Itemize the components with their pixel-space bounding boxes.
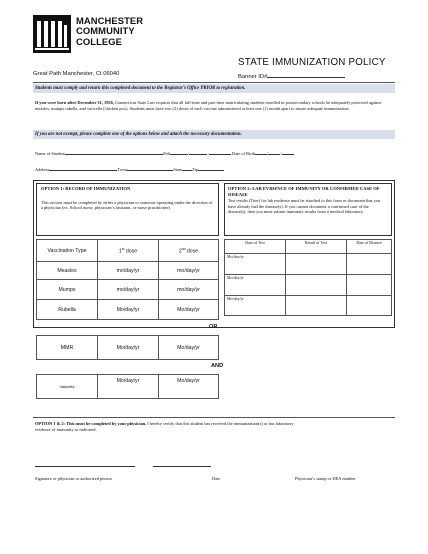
table-row (37, 280, 219, 300)
banner-id-line[interactable] (267, 71, 345, 78)
mmr-table (36, 335, 219, 360)
college-address: Great Path Manchester, Ct 06040 (33, 71, 120, 77)
college-name-line-2: COMMUNITY (76, 25, 135, 37)
dob-day-field[interactable] (268, 150, 280, 155)
mmr-label: MMR (37, 336, 98, 360)
ssn-field-2[interactable] (189, 150, 207, 155)
table-row (225, 254, 392, 275)
header-rule (33, 82, 395, 83)
ssn-field-3[interactable] (209, 150, 231, 155)
dob-month-field[interactable] (255, 150, 267, 155)
test-result-field[interactable] (286, 296, 347, 316)
exempt-band: If you are not exempt, please complete one of the options below and attach the necessary documentation. (33, 130, 395, 139)
mmr-dose2-field[interactable]: Mo/day/yr (159, 336, 219, 360)
vaccine-name: Rubella (37, 300, 98, 320)
vaccine-name: Mumps (37, 280, 98, 300)
option2-lab-table (224, 239, 392, 316)
intro-bold-lead: If you were born after December 31, 1956, (35, 100, 114, 105)
intro-text: Connecticut State Law requires that all full-time and part-time matriculating students enrolled in postsecondary schools be adequately protected against measles, mumps rubella, and varicella (chicken pox). Students must have two (2) doses of each vaccine administered at least one (1) month apart to insure adequate immunization. (35, 100, 382, 111)
test-result-field[interactable] (286, 275, 347, 296)
document-title: STATE IMMUNIZATION POLICY (238, 57, 386, 68)
option2-box (224, 183, 392, 236)
college-name-line-1: MANCHESTER (76, 15, 144, 26)
certify-rule (33, 417, 395, 418)
col-result-of-test: Result of Test (286, 240, 347, 254)
test-date-field[interactable]: Mo/day/yr (225, 275, 286, 296)
dob-label: Date of Birth (231, 151, 256, 156)
table-row (37, 262, 219, 280)
varicella-dose1-field[interactable]: Mo/day/yr (98, 375, 159, 399)
option1-header-row (37, 240, 219, 262)
varicella-table (36, 374, 219, 399)
certify-bold-lead: OPTION 1 & 2: This must be completed by your physician. (35, 421, 147, 426)
address-field[interactable] (49, 166, 117, 171)
option1-vaccine-table (36, 239, 219, 320)
student-line-1: Name of Student SS# - - Date of Birth / / (35, 150, 294, 156)
college-name-line-3: COLLEGE (76, 35, 123, 47)
table-row (37, 300, 219, 320)
banner-id-field[interactable] (238, 71, 345, 80)
ssn-label: SS# (162, 151, 170, 156)
certify-paragraph (35, 421, 295, 432)
varicella-dose2-field[interactable]: Mo/day/yr (159, 375, 219, 399)
col-date-of-disease: Date of Disease (347, 240, 392, 254)
test-date-field[interactable]: Mo/day/yr (225, 296, 286, 316)
student-name-label: Name of Student (35, 151, 65, 156)
student-name-field[interactable] (65, 150, 163, 155)
dose2-date-field[interactable]: mo/day/yr (159, 280, 219, 300)
notice-band: Students must comply and return this completed document to the Registrar’s Office PRIOR to registration. (33, 84, 395, 93)
option1-heading: OPTION 1: RECORD OF IMMUNIZATION (41, 186, 131, 191)
dose1-date-field[interactable]: mo/day/yr (98, 262, 159, 280)
physician-signature-label: Signature of physician or authorized person (35, 476, 112, 481)
col-dose-1: 1st dose (98, 240, 159, 262)
test-date-field[interactable]: Mo/day/yr (225, 254, 286, 275)
test-result-field[interactable] (286, 254, 347, 275)
table-row (37, 375, 219, 399)
dose1-date-field[interactable]: mo/day/yr (98, 280, 159, 300)
town-label: Town (117, 167, 128, 172)
option1-text: This section must be completed by either a physician or someone operating under the direction of a physician (ex. School nurse, physician’s assistant, or nurse practitioner). (41, 199, 213, 211)
vaccine-name: Measles (37, 262, 98, 280)
intro-paragraph (35, 100, 393, 111)
option2-text: Test results (Titer) for lab evidence must be attached to this form or document that you have already had the disease(s). If you cannot document a confirmed case of the disease(s), then you must submit immunity results from a medical laboratory. (228, 198, 381, 215)
dose2-date-field[interactable]: mo/day/yr (159, 262, 219, 280)
student-line-2 (35, 166, 224, 172)
dose2-date-field[interactable]: Mo/day/yr (159, 300, 219, 320)
banner-id-label: Banner ID# (238, 74, 268, 80)
ssn-field-1[interactable] (170, 150, 188, 155)
zip-field[interactable] (198, 166, 224, 171)
option2-header-row (225, 240, 392, 254)
table-row (225, 296, 392, 316)
certify-text: I hereby certify that this student has received the immunization(s) or has laboratory evidence of immunity as indicated. (35, 421, 294, 432)
or-label: OR (209, 324, 218, 330)
disease-date-field[interactable] (347, 275, 392, 296)
disease-date-field[interactable] (347, 254, 392, 275)
zip-label: Zip (192, 167, 199, 172)
option2-heading: OPTION 2: LAB EVIDENCE OF IMMUNITY OR CONFIRMED CASE OF DISEASE (228, 186, 380, 197)
option1-box (36, 183, 219, 236)
col-dose-2: 2nd dose (159, 240, 219, 262)
date-label: Date (212, 476, 221, 481)
table-row (37, 336, 219, 360)
col-date-of-test: Date of Test (225, 240, 286, 254)
address-label: Address (35, 167, 50, 172)
varicella-label: Varicella (37, 375, 98, 399)
town-field[interactable] (127, 166, 173, 171)
and-label: AND (211, 363, 224, 369)
stamp-label: Physician’s stamp or DEA number (295, 476, 356, 481)
col-vaccine-type: Vaccination Type (37, 240, 98, 262)
dob-year-field[interactable] (282, 150, 294, 155)
college-name (76, 16, 143, 47)
disease-date-field[interactable] (347, 296, 392, 316)
college-logo-icon (33, 15, 71, 53)
state-field[interactable] (182, 166, 192, 171)
date-line[interactable] (153, 466, 211, 467)
physician-signature-line[interactable] (35, 466, 135, 467)
table-row (225, 275, 392, 296)
mmr-dose1-field[interactable]: Mo/day/yr (98, 336, 159, 360)
state-label: State (173, 167, 183, 172)
dose1-date-field[interactable]: Mo/day/yr (98, 300, 159, 320)
